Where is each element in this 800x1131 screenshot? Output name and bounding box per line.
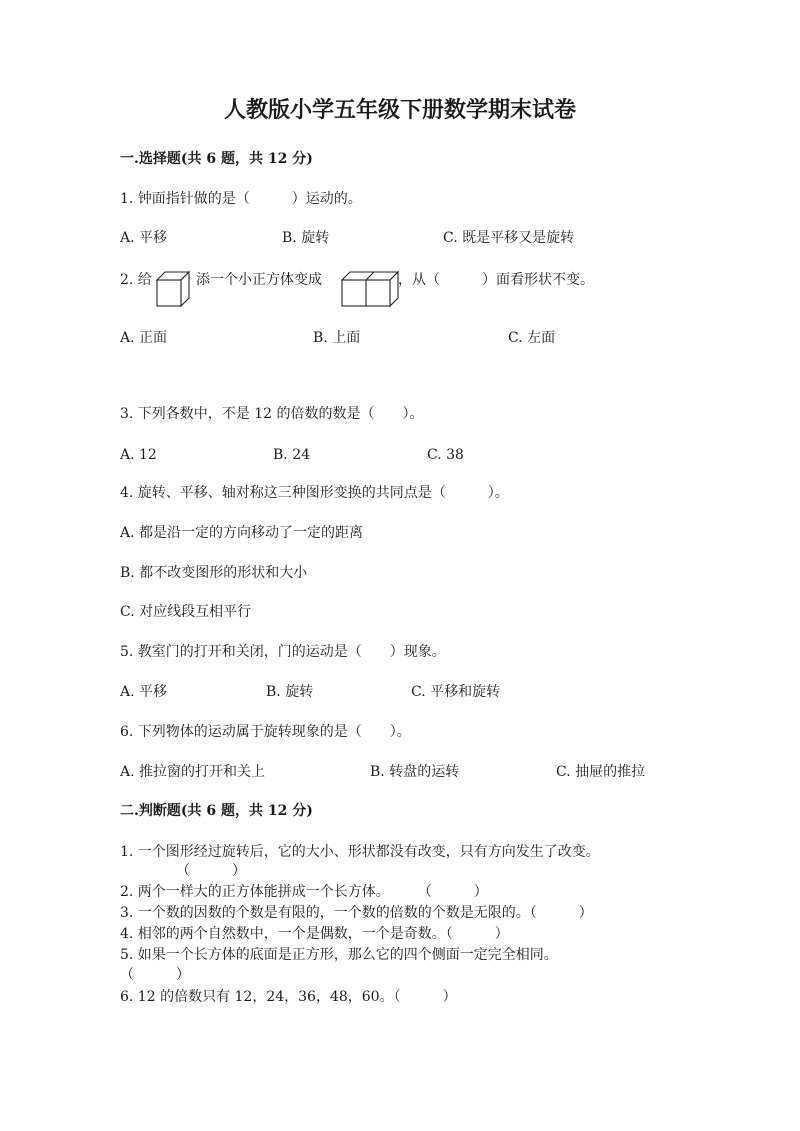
question-5-option-b: B. 旋转 (266, 684, 314, 700)
question-2-stem-start: 2. 给 (120, 272, 152, 288)
question-2-option-a: A. 正面 (120, 330, 168, 346)
question-2-option-b: B. 上面 (313, 330, 361, 346)
question-5-option-c: C. 平移和旋转 (411, 684, 501, 700)
question-6-option-a: A. 推拉窗的打开和关上 (120, 764, 266, 780)
judgement-1: 1. 一个图形经过旋转后，它的大小、形状都没有改变，只有方向发生了改变。 (120, 844, 600, 860)
question-5-stem: 5. 教室门的打开和关闭，门的运动是（ ）现象。 (120, 644, 446, 660)
question-4-stem: 4. 旋转、平移、轴对称这三种图形变换的共同点是（ ）。 (120, 485, 509, 501)
question-2-stem-end: ，从（ ）面看形状不变。 (398, 272, 594, 288)
question-5-option-a: A. 平移 (120, 684, 168, 700)
question-1-option-b: B. 旋转 (282, 230, 330, 246)
section-heading-judgement: 二.判断题(共 6 题，共 12 分) (120, 803, 313, 819)
question-6-option-c: C. 抽屉的推拉 (556, 764, 646, 780)
judgement-2: 2. 两个一样大的正方体能拼成一个长方体。 （ ） (120, 884, 488, 900)
question-2-option-c: C. 左面 (508, 330, 556, 346)
question-6-option-b: B. 转盘的运转 (370, 764, 460, 780)
question-3-stem: 3. 下列各数中，不是 12 的倍数的数是（ ）。 (120, 406, 424, 422)
question-1-option-c: C. 既是平移又是旋转 (443, 230, 575, 246)
question-4-option-c: C. 对应线段互相平行 (120, 604, 252, 620)
judgement-1-blank: （ ） (176, 863, 246, 879)
single-cube-figure (155, 268, 191, 310)
question-4-option-a: A. 都是沿一定的方向移动了一定的距离 (120, 525, 364, 541)
section-heading-choice: 一.选择题(共 6 题，共 12 分) (120, 151, 313, 167)
question-1-option-a: A. 平移 (120, 230, 168, 246)
judgement-5-blank: （ ） (120, 967, 190, 983)
judgement-3: 3. 一个数的因数的个数是有限的，一个数的倍数的个数是无限的。（ ） (120, 905, 593, 921)
question-1-stem: 1. 钟面指针做的是（ ）运动的。 (120, 191, 362, 207)
judgement-6: 6. 12 的倍数只有 12，24，36，48，60。（ ） (120, 989, 457, 1005)
two-cube-figure (340, 268, 400, 310)
question-4-option-b: B. 都不改变图形的形状和大小 (120, 565, 308, 581)
question-3-option-a: A. 12 (120, 447, 157, 463)
question-6-stem: 6. 下列物体的运动属于旋转现象的是（ ）。 (120, 724, 411, 740)
question-3-option-c: C. 38 (427, 447, 464, 463)
page-title: 人教版小学五年级下册数学期末试卷 (223, 97, 576, 123)
question-2-stem-middle: 添一个小正方体变成 (196, 272, 322, 288)
judgement-4: 4. 相邻的两个自然数中，一个是偶数，一个是奇数。（ ） (120, 926, 509, 942)
question-3-option-b: B. 24 (273, 447, 311, 463)
judgement-5: 5. 如果一个长方体的底面是正方形，那么它的四个侧面一定完全相同。 (120, 947, 558, 963)
